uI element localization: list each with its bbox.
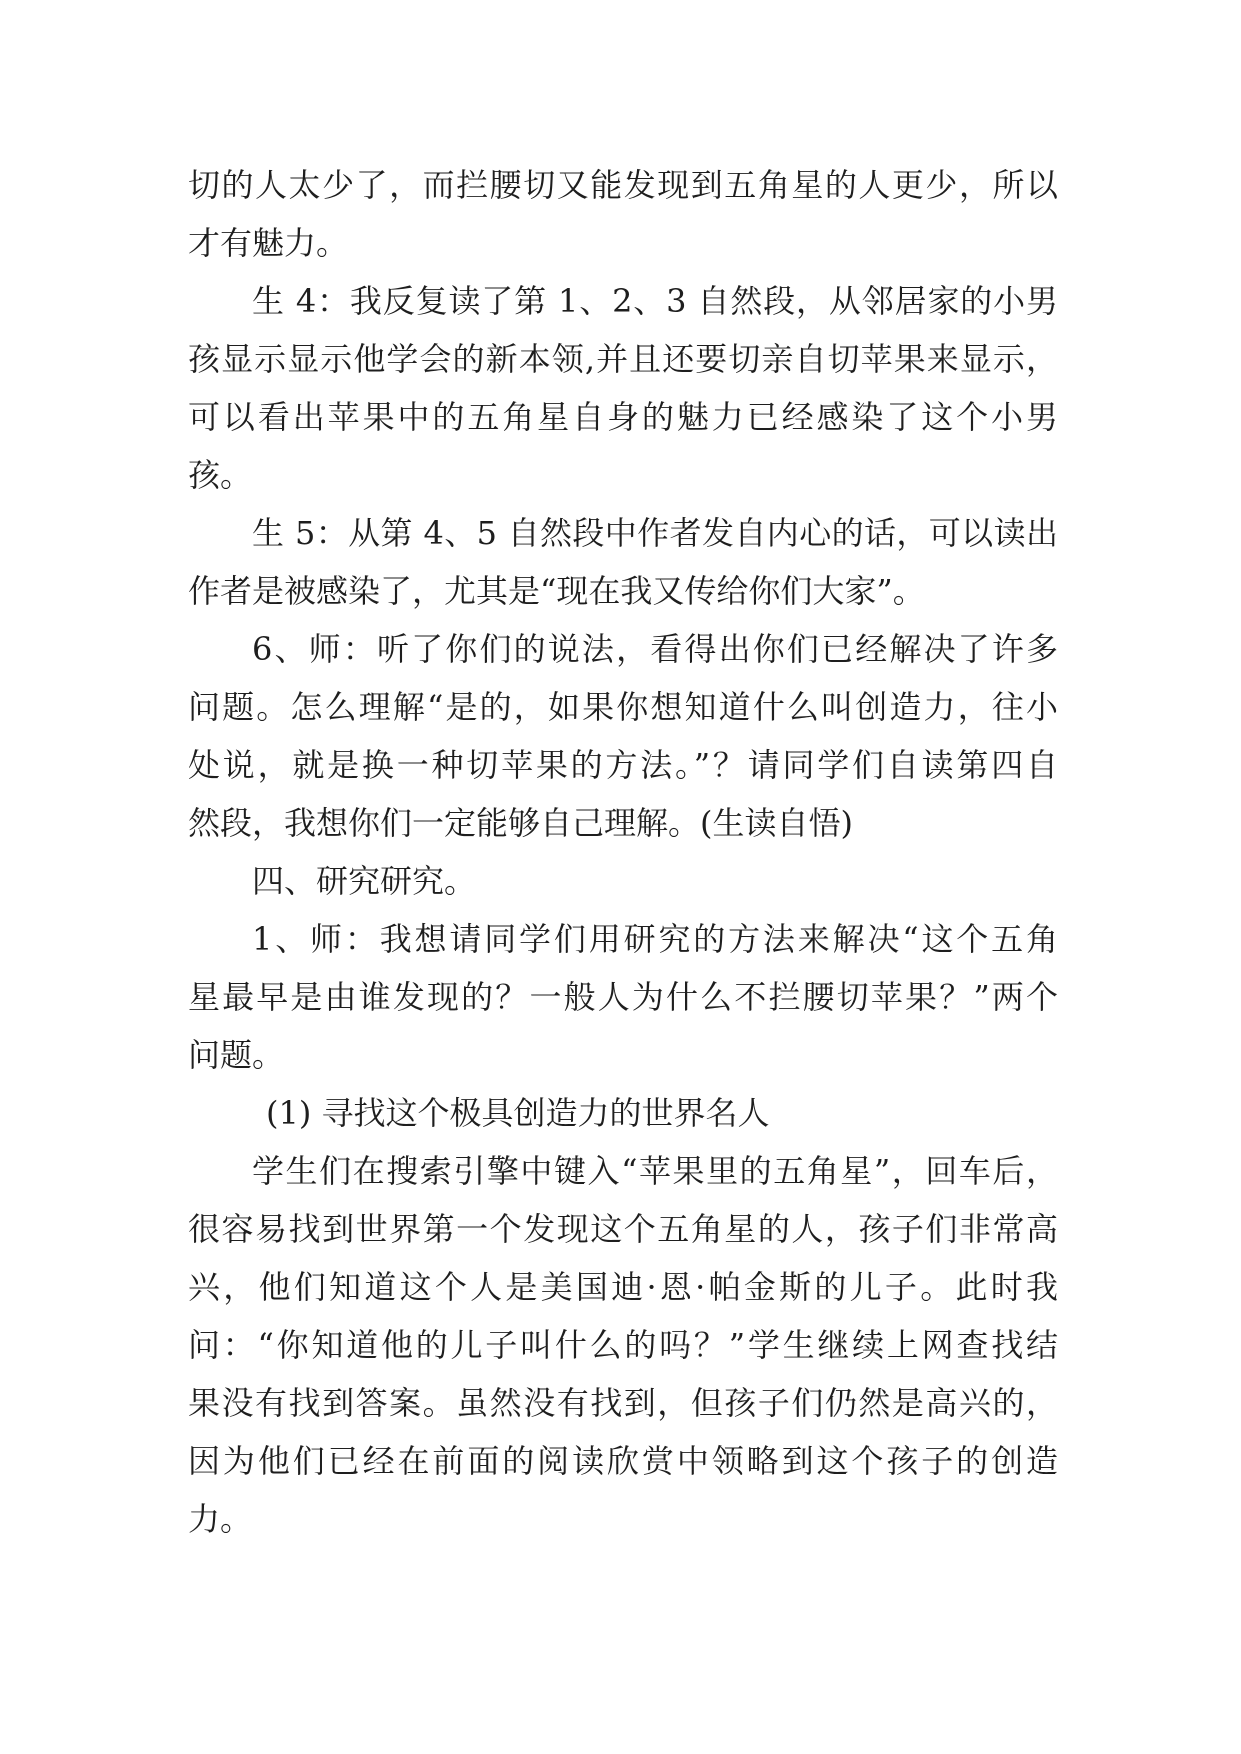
text-line: 1、师：我想请同学们用研究的方法来解决“这个五角	[252, 920, 1058, 958]
text-line: 切的人太少了，而拦腰切又能发现到五角星的人更少，所以	[188, 166, 1058, 204]
section-heading: 四、研究研究。	[252, 862, 477, 900]
sub-heading: (1) 寻找这个极具创造力的世界名人	[266, 1094, 770, 1132]
text-line: 学生们在搜索引擎中键入“苹果里的五角星”，回车后，	[252, 1152, 1058, 1190]
text-line: 很容易找到世界第一个发现这个五角星的人，孩子们非常高	[188, 1210, 1058, 1248]
text-line: 孩显示显示他学会的新本领,并且还要切亲自切苹果来显示，	[188, 340, 1058, 378]
text-line: 处说，就是换一种切苹果的方法。”？请同学们自读第四自	[188, 746, 1058, 784]
text-line: 因为他们已经在前面的阅读欣赏中领略到这个孩子的创造	[188, 1442, 1058, 1480]
text-line: 生 5：从第 4、5 自然段中作者发自内心的话，可以读出	[252, 514, 1058, 552]
text-line: 力。	[188, 1500, 253, 1538]
text-line: 果没有找到答案。虽然没有找到，但孩子们仍然是高兴的，	[188, 1384, 1058, 1422]
text-line: 兴，他们知道这个人是美国迪·恩·帕金斯的儿子。此时我	[188, 1268, 1058, 1306]
text-line: 问：“你知道他的儿子叫什么的吗？”学生继续上网查找结	[188, 1326, 1058, 1364]
text-line: 作者是被感染了，尤其是“现在我又传给你们大家”。	[188, 572, 925, 610]
text-line: 6、师：听了你们的说法，看得出你们已经解决了许多	[252, 630, 1058, 668]
text-line: 可以看出苹果中的五角星自身的魅力已经感染了这个小男	[188, 398, 1058, 436]
document-body	[188, 156, 1058, 1548]
text-line: 星最早是由谁发现的？一般人为什么不拦腰切苹果？”两个	[188, 978, 1058, 1016]
text-line: 孩。	[188, 456, 253, 494]
text-line: 问题。怎么理解“是的，如果你想知道什么叫创造力，往小	[188, 688, 1058, 726]
text-line: 才有魅力。	[188, 224, 349, 262]
text-line: 然段，我想你们一定能够自己理解。(生读自悟)	[188, 804, 853, 842]
text-line: 问题。	[188, 1036, 285, 1074]
text-line: 生 4：我反复读了第 1、2、3 自然段，从邻居家的小男	[252, 282, 1058, 320]
